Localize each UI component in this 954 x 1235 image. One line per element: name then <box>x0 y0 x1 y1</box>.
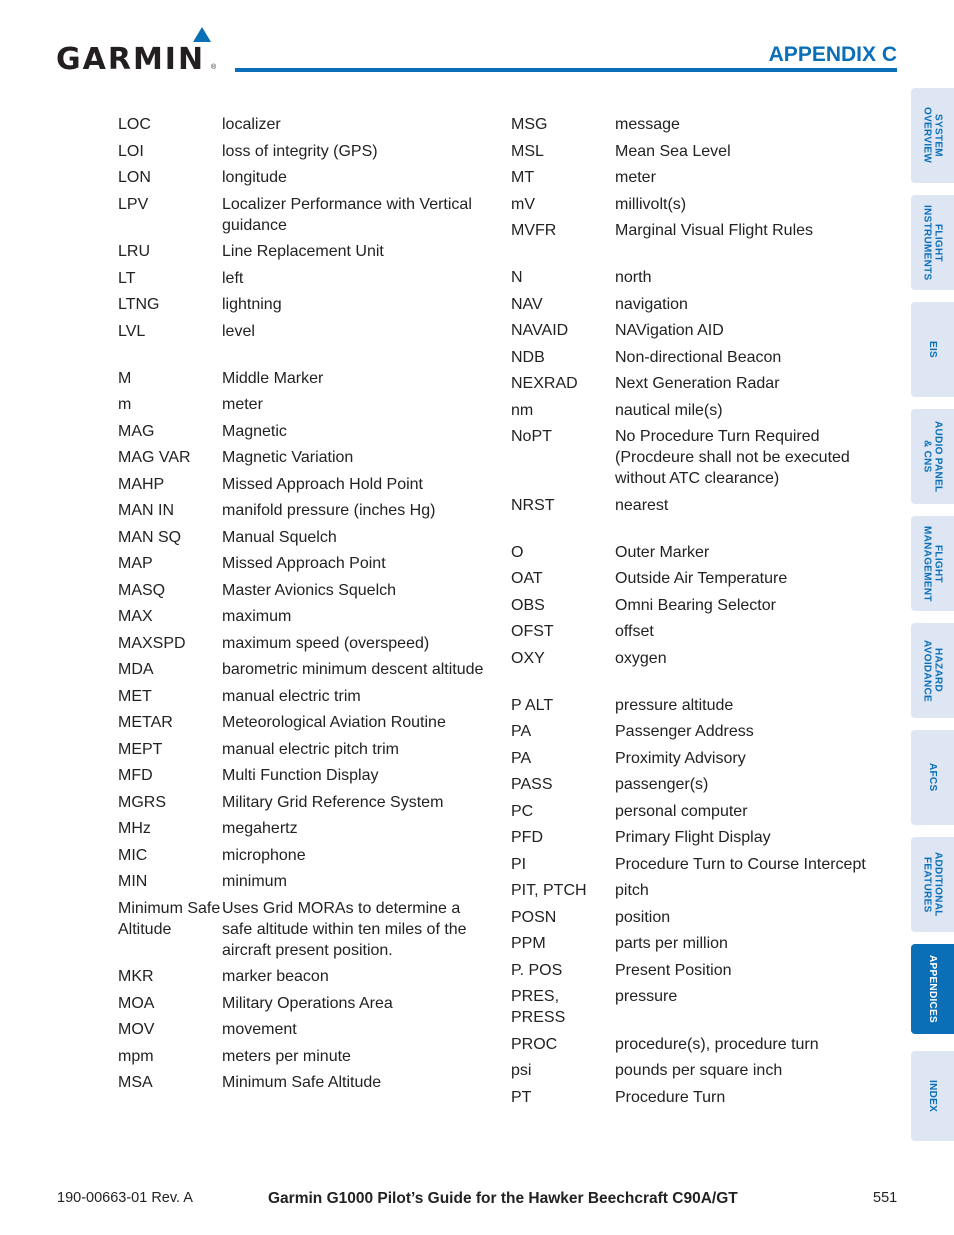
glossary-abbreviation: MAG <box>118 422 155 440</box>
glossary-definition: pressure <box>615 988 678 1005</box>
glossary-definition: Outside Air Temperature <box>615 570 788 587</box>
section-tab[interactable] <box>911 944 954 1034</box>
glossary-abbreviation: MIN <box>118 873 148 890</box>
glossary-entry <box>511 648 901 669</box>
glossary-entry <box>511 141 901 162</box>
glossary-definition: Primary Flight Display <box>615 829 771 846</box>
glossary-abbreviation: M <box>118 369 132 387</box>
garmin-logo <box>56 26 218 76</box>
glossary-entry <box>511 695 901 716</box>
glossary-entry <box>118 792 488 813</box>
glossary-definition: NAVigation AID <box>615 322 724 339</box>
section-tab[interactable] <box>911 195 954 290</box>
glossary-abbreviation: PRES, PRESS <box>511 988 566 1026</box>
glossary-abbreviation: NAVAID <box>511 322 569 339</box>
glossary-abbreviation: LON <box>118 169 151 186</box>
glossary-abbreviation: LT <box>118 269 136 287</box>
glossary-entry <box>511 774 901 795</box>
section-tab[interactable] <box>911 730 954 825</box>
glossary-abbreviation: MAXSPD <box>118 634 186 652</box>
glossary-definition: Present Position <box>615 961 732 979</box>
glossary-definition: Omni Bearing Selector <box>615 596 776 614</box>
section-tab-label: AFCS <box>927 763 938 792</box>
glossary-entry <box>511 801 901 822</box>
glossary-right-column <box>511 114 901 1113</box>
glossary-entry <box>511 880 901 901</box>
glossary-entry <box>511 400 901 421</box>
glossary-abbreviation: MASQ <box>118 581 166 599</box>
glossary-entry <box>118 871 488 892</box>
glossary-abbreviation: m <box>118 396 132 413</box>
glossary-entry <box>118 993 488 1014</box>
footer-doc-number: 190-00663-01 Rev. A <box>57 1190 193 1206</box>
glossary-definition: Minimum Safe Altitude <box>222 1074 382 1091</box>
glossary-entry <box>118 268 488 289</box>
glossary-entry <box>118 686 488 707</box>
glossary-definition: Missed Approach Hold Point <box>222 475 423 493</box>
glossary-entry <box>118 845 488 866</box>
glossary-abbreviation: PA <box>511 749 532 767</box>
glossary-definition: Procedure Turn <box>615 1088 726 1106</box>
glossary-entry <box>118 1072 488 1093</box>
glossary-entry <box>511 542 901 563</box>
glossary-definition: minimum <box>222 873 287 890</box>
glossary-abbreviation: PROC <box>511 1035 558 1053</box>
glossary-definition: Military Operations Area <box>222 994 393 1012</box>
glossary-entry <box>511 854 901 875</box>
glossary-definition: Manual Squelch <box>222 528 337 546</box>
glossary-entry <box>118 141 488 162</box>
glossary-abbreviation: Minimum Safe Altitude <box>118 899 221 938</box>
glossary-entry <box>511 960 901 981</box>
section-tab[interactable] <box>911 409 954 504</box>
glossary-abbreviation: MSG <box>511 116 548 133</box>
glossary-definition: Outer Marker <box>615 543 710 561</box>
glossary-abbreviation: LOC <box>118 116 151 133</box>
section-tab[interactable] <box>911 1051 954 1141</box>
glossary-entry <box>511 907 901 928</box>
glossary-entry <box>511 294 901 315</box>
glossary-entry <box>511 621 901 642</box>
glossary-definition: maximum speed (overspeed) <box>222 634 430 652</box>
glossary-abbreviation: NDB <box>511 348 545 366</box>
glossary-entry <box>118 167 488 188</box>
glossary-definition: manual electric pitch trim <box>222 740 399 758</box>
section-tab[interactable] <box>911 302 954 397</box>
glossary-definition: meter <box>615 169 656 186</box>
glossary-entry <box>511 114 901 135</box>
glossary-entry <box>118 500 488 521</box>
section-tab-label: AUDIO PANEL & CNS <box>921 420 944 493</box>
glossary-abbreviation: PFD <box>511 829 543 846</box>
section-tab-label: EIS <box>927 340 938 359</box>
glossary-definition: microphone <box>222 846 306 864</box>
glossary-abbreviation: MDA <box>118 661 154 678</box>
glossary-definition: loss of integrity (GPS) <box>222 142 378 160</box>
section-tab-label: ADDITIONAL FEATURES <box>921 852 944 917</box>
logo-triangle-icon <box>193 27 211 42</box>
glossary-abbreviation: POSN <box>511 908 557 926</box>
glossary-entry <box>118 659 488 680</box>
section-tab-label: FLIGHT MANAGEMENT <box>921 525 944 602</box>
glossary-definition: Proximity Advisory <box>615 749 746 767</box>
logo-text: GARMIN <box>56 42 206 77</box>
glossary-entry <box>118 898 488 961</box>
glossary-definition: maximum <box>222 608 292 625</box>
glossary-abbreviation: PA <box>511 723 532 740</box>
glossary-entry <box>511 320 901 341</box>
glossary-definition: oxygen <box>615 649 667 667</box>
glossary-definition: parts per million <box>615 935 728 952</box>
glossary-entry <box>118 294 488 315</box>
glossary-entry <box>118 194 488 236</box>
glossary-entry <box>118 966 488 987</box>
glossary-abbreviation: MT <box>511 169 535 186</box>
glossary-abbreviation: MSL <box>511 142 544 160</box>
glossary-definition: Multi Function Display <box>222 767 379 784</box>
glossary-entry <box>511 595 901 616</box>
glossary-definition: level <box>222 322 255 340</box>
glossary-definition: passenger(s) <box>615 776 709 793</box>
section-tab[interactable] <box>911 837 954 932</box>
glossary-entry <box>511 827 901 848</box>
glossary-abbreviation: MSA <box>118 1074 153 1091</box>
glossary-abbreviation: nm <box>511 401 534 419</box>
glossary-entry <box>118 421 488 442</box>
glossary-definition: position <box>615 908 671 926</box>
glossary-definition: Localizer Performance with Vertical guidance <box>222 195 472 234</box>
glossary-abbreviation: MOV <box>118 1021 155 1038</box>
glossary-abbreviation: MAHP <box>118 475 165 493</box>
glossary-abbreviation: PPM <box>511 935 546 952</box>
glossary-entry <box>118 114 488 135</box>
section-tab[interactable] <box>911 88 954 183</box>
footer-guide-title: Garmin G1000 Pilot’s Guide for the Hawker Beechcraft C90A/GT <box>268 1190 738 1207</box>
glossary-entry <box>118 606 488 627</box>
section-tab[interactable] <box>911 623 954 718</box>
glossary-definition: Procedure Turn to Course Intercept <box>615 855 866 873</box>
glossary-definition: localizer <box>222 116 281 133</box>
glossary-definition: manifold pressure (inches Hg) <box>222 502 436 519</box>
glossary-definition: barometric minimum descent altitude <box>222 661 484 678</box>
glossary-definition: pounds per square inch <box>615 1062 783 1079</box>
glossary-abbreviation: LTNG <box>118 296 160 313</box>
glossary-abbreviation: MAN IN <box>118 502 174 519</box>
glossary-definition: Mean Sea Level <box>615 142 731 160</box>
glossary-abbreviation: MOA <box>118 994 155 1012</box>
glossary-entry <box>118 633 488 654</box>
glossary-abbreviation: NEXRAD <box>511 375 578 392</box>
glossary-definition: navigation <box>615 295 688 313</box>
glossary-abbreviation: MFD <box>118 767 153 784</box>
glossary-entry <box>118 321 488 342</box>
glossary-abbreviation: MAP <box>118 555 153 572</box>
glossary-entry <box>511 748 901 769</box>
section-tab-label: FLIGHT INSTRUMENTS <box>921 204 944 281</box>
glossary-definition: nearest <box>615 496 669 514</box>
glossary-definition: Passenger Address <box>615 723 754 740</box>
glossary-entry <box>511 167 901 188</box>
glossary-entry <box>118 712 488 733</box>
glossary-entry <box>118 447 488 468</box>
glossary-entry <box>118 474 488 495</box>
glossary-entry <box>511 1087 901 1108</box>
glossary-abbreviation: P ALT <box>511 696 554 714</box>
glossary-abbreviation: NRST <box>511 496 555 514</box>
glossary-definition: message <box>615 116 680 133</box>
glossary-definition: No Procedure Turn Required (Procdeure shall not be executed without ATC clearance) <box>615 428 850 487</box>
glossary-definition: lightning <box>222 296 282 313</box>
glossary-entry <box>511 986 901 1028</box>
glossary-abbreviation: LPV <box>118 195 149 213</box>
glossary-entry <box>511 220 901 241</box>
glossary-definition: Next Generation Radar <box>615 375 780 392</box>
footer-page-number: 551 <box>873 1190 898 1206</box>
glossary-abbreviation: MGRS <box>118 793 166 811</box>
glossary-entry <box>118 553 488 574</box>
glossary-entry <box>118 1019 488 1040</box>
glossary-definition: offset <box>615 623 654 640</box>
glossary-abbreviation: O <box>511 543 524 561</box>
glossary-abbreviation: OXY <box>511 649 545 667</box>
glossary-definition: Uses Grid MORAs to determine a safe altitude within ten miles of the aircraft present position. <box>222 899 467 959</box>
header-rule <box>235 68 897 72</box>
glossary-definition: Magnetic Variation <box>222 449 354 466</box>
glossary-abbreviation: PIT, PTCH <box>511 882 587 899</box>
glossary-abbreviation: N <box>511 269 523 286</box>
glossary-abbreviation: NAV <box>511 295 543 313</box>
glossary-entry <box>511 1060 901 1081</box>
section-tab-label: HAZARD AVOIDANCE <box>921 639 944 702</box>
glossary-abbreviation: OAT <box>511 570 543 587</box>
glossary-entry <box>511 426 901 489</box>
glossary-abbreviation: PC <box>511 802 534 820</box>
glossary-abbreviation: MKR <box>118 968 154 985</box>
glossary-definition: Missed Approach Point <box>222 555 386 572</box>
glossary-definition: marker beacon <box>222 968 329 985</box>
glossary-entry <box>511 194 901 215</box>
glossary-entry <box>511 495 901 516</box>
glossary-abbreviation: MHz <box>118 820 151 837</box>
glossary-entry <box>118 527 488 548</box>
section-tab-label: SYSTEM OVERVIEW <box>921 107 944 164</box>
glossary-abbreviation: LOI <box>118 142 144 160</box>
glossary-entry <box>511 933 901 954</box>
glossary-abbreviation: OFST <box>511 623 554 640</box>
glossary-abbreviation: OBS <box>511 596 545 614</box>
glossary-definition: movement <box>222 1021 297 1038</box>
glossary-abbreviation: mpm <box>118 1047 154 1065</box>
glossary-abbreviation: PT <box>511 1088 532 1106</box>
glossary-entry <box>511 721 901 742</box>
glossary-definition: Meteorological Aviation Routine <box>222 714 446 731</box>
glossary-abbreviation: LVL <box>118 322 146 340</box>
glossary-abbreviation: mV <box>511 195 535 213</box>
glossary-definition: Middle Marker <box>222 369 324 387</box>
glossary-entry <box>118 818 488 839</box>
glossary-definition: Line Replacement Unit <box>222 243 384 260</box>
glossary-abbreviation: MVFR <box>511 222 557 239</box>
glossary-definition: Master Avionics Squelch <box>222 581 397 599</box>
glossary-entry <box>118 1046 488 1067</box>
glossary-abbreviation: NoPT <box>511 428 552 445</box>
glossary-entry <box>118 241 488 262</box>
glossary-definition: Non-directional Beacon <box>615 348 782 366</box>
glossary-abbreviation: PI <box>511 855 527 873</box>
section-tab[interactable] <box>911 516 954 611</box>
page-title: APPENDIX C <box>768 43 897 66</box>
glossary-definition: pitch <box>615 882 649 899</box>
glossary-entry <box>511 347 901 368</box>
glossary-definition: Magnetic <box>222 422 287 440</box>
glossary-definition: north <box>615 269 652 286</box>
glossary-entry <box>118 394 488 415</box>
glossary-definition: procedure(s), procedure turn <box>615 1035 819 1053</box>
glossary-left-column <box>118 114 488 1099</box>
glossary-abbreviation: METAR <box>118 714 173 731</box>
glossary-entry <box>511 267 901 288</box>
glossary-abbreviation: MAX <box>118 608 153 625</box>
glossary-entry <box>118 368 488 389</box>
glossary-abbreviation: MAN SQ <box>118 528 182 546</box>
glossary-entry <box>118 765 488 786</box>
glossary-abbreviation: LRU <box>118 243 151 260</box>
section-tab-label: INDEX <box>927 1079 938 1113</box>
logo-registered-mark: ® <box>211 64 217 71</box>
section-tab-label: APPENDICES <box>927 954 938 1023</box>
glossary-abbreviation: MIC <box>118 846 148 864</box>
glossary-abbreviation: MET <box>118 687 152 705</box>
glossary-abbreviation: PASS <box>511 776 553 793</box>
glossary-definition: millivolt(s) <box>615 195 687 213</box>
glossary-definition: Marginal Visual Flight Rules <box>615 222 814 239</box>
glossary-definition: longitude <box>222 169 287 186</box>
glossary-abbreviation: MEPT <box>118 740 163 758</box>
glossary-abbreviation: P. POS <box>511 961 563 979</box>
glossary-definition: left <box>222 269 244 287</box>
glossary-definition: Military Grid Reference System <box>222 793 444 811</box>
glossary-definition: pressure altitude <box>615 696 734 714</box>
glossary-definition: nautical mile(s) <box>615 401 723 419</box>
glossary-entry <box>511 1034 901 1055</box>
glossary-definition: meters per minute <box>222 1047 351 1065</box>
glossary-abbreviation: MAG VAR <box>118 449 191 466</box>
glossary-entry <box>118 739 488 760</box>
glossary-entry <box>511 568 901 589</box>
glossary-entry <box>511 373 901 394</box>
glossary-definition: manual electric trim <box>222 687 361 705</box>
glossary-abbreviation: psi <box>511 1062 532 1079</box>
glossary-definition: meter <box>222 396 263 413</box>
glossary-entry <box>118 580 488 601</box>
glossary-definition: megahertz <box>222 820 298 837</box>
glossary-definition: personal computer <box>615 802 748 820</box>
